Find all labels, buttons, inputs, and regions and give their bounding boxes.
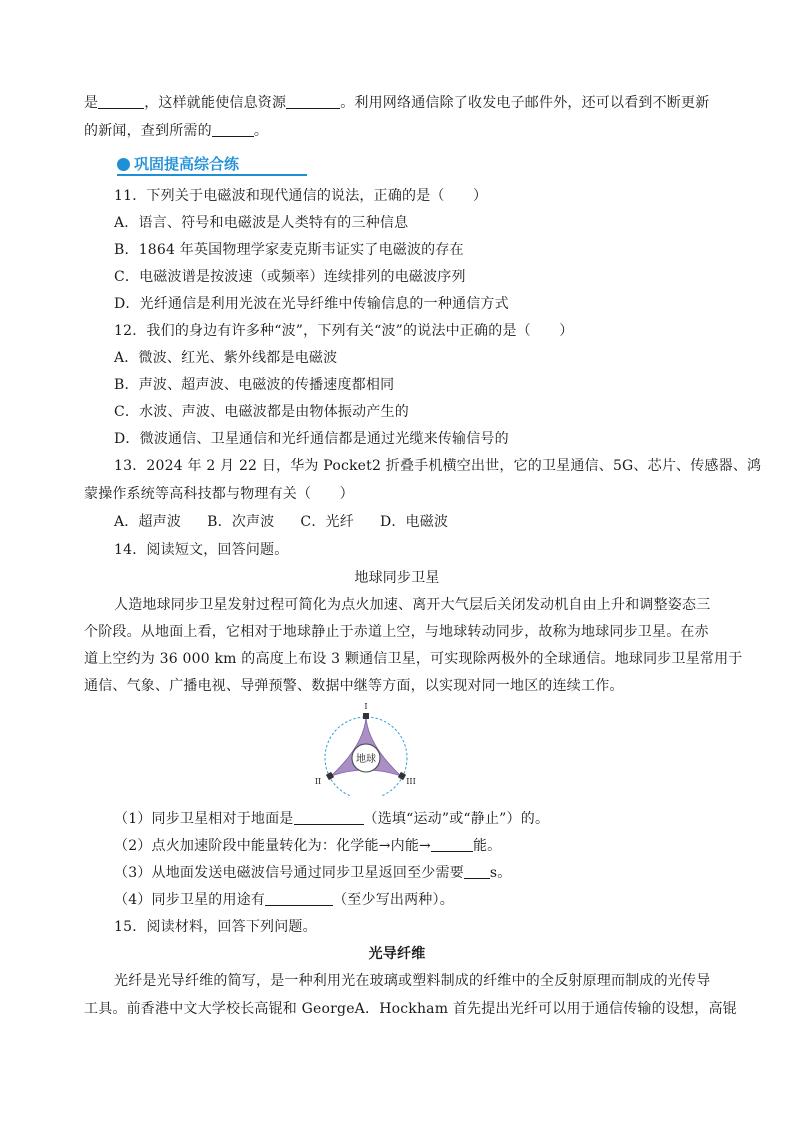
intro-text: 。 [253, 123, 269, 139]
intro-text: 的新闻，查到所需的 [84, 123, 212, 139]
answer-blank [464, 864, 490, 879]
question-14-stem: 14．阅读短文，回答问题。 [114, 542, 289, 558]
passage-line-2: 个阶段。从地面上看，它相对于地球静止于赤道上空，与地球转动同步，故称为地球同步卫星。在赤 [84, 624, 709, 640]
sub-question-text: （1）同步卫星相对于地面是 [114, 811, 294, 827]
intro-text: 。利用网络通信除了收发电子邮件外，还可以看到不断更新 [340, 95, 710, 111]
sub-question-text: （至少写出两种）。 [333, 892, 454, 908]
sub-question-2 [114, 836, 501, 856]
sub-question-text: s。 [489, 865, 512, 881]
question-13-stem-line-1: 13．2024 年 2 月 22 日，华为 Pocket2 折叠手机横空出世，它的卫星通信、5G、芯片、传感器、鸿 [114, 458, 762, 474]
intro-line-2 [84, 121, 268, 141]
sub-question-4 [114, 890, 454, 910]
question-12-option-a: A．微波、红光、紫外线都是电磁波 [114, 350, 338, 366]
question-12-option-d: D．微波通信、卫星通信和光纤通信都是通过光缆来传输信号的 [114, 431, 509, 447]
question-13-option-d: D．电磁波 [379, 514, 449, 530]
question-13-option-a: A．超声波 [114, 514, 182, 530]
satellite-2-icon [326, 772, 334, 780]
question-11-option-b: B．1864 年英国物理学家麦克斯韦证实了电磁波的存在 [114, 242, 464, 258]
question-11-stem: 11．下列关于电磁波和现代通信的说法，正确的是（ ） [114, 188, 488, 204]
satellite-2-label: II [314, 777, 322, 786]
question-11-option-d: D．光纤通信是利用光波在光导纤维中传输信息的一种通信方式 [114, 296, 509, 312]
question-12-option-c: C．水波、声波、电磁波都是由物体振动产生的 [114, 404, 409, 420]
satellite-1-icon [363, 713, 369, 719]
question-15-stem: 15．阅读材料，回答下列问题。 [114, 919, 317, 935]
bullet-dot-icon [117, 158, 130, 171]
satellite-3-label: III [406, 777, 416, 786]
question-13-stem-line-2: 蒙操作系统等高科技都与物理有关（ ） [84, 486, 354, 502]
answer-blank [431, 837, 473, 852]
passage-line-4: 通信、气象、广播电视、导弹预警、数据中继等方面，以实现对同一地区的连续工作。 [84, 678, 624, 694]
sub-question-text: （4）同步卫星的用途有 [114, 892, 266, 908]
question-11-option-a: A．语言、符号和电磁波是人类特有的三种信息 [114, 215, 409, 231]
question-13-option-b: B．次声波 [207, 514, 275, 530]
satellite-3-icon [398, 772, 406, 780]
answer-blank [294, 810, 364, 825]
section-underline [117, 174, 307, 176]
sub-question-text: （3）从地面发送电磁波信号通过同步卫星返回至少需要 [114, 865, 464, 881]
passage-2-title: 光导纤维 [368, 946, 426, 962]
answer-blank [98, 94, 144, 109]
sub-question-3 [114, 863, 512, 883]
answer-blank [265, 891, 333, 906]
section-heading [117, 153, 239, 175]
answer-blank [212, 122, 254, 137]
passage-title: 地球同步卫星 [354, 570, 440, 586]
sub-question-text: （选填“运动”或“静止”）的。 [363, 811, 550, 827]
satellite-orbit-diagram [310, 700, 416, 796]
question-12-option-b: B．声波、超声波、电磁波的传播速度都相同 [114, 377, 395, 393]
satellite-1-label: I [364, 702, 368, 711]
sub-question-text: 能。 [472, 838, 502, 854]
passage-line-3: 道上空约为 36 000 km 的高度上布设 3 颗通信卫星，可实现除两极外的全球通信。地球同步卫星常用于 [84, 651, 743, 667]
passage-2-line-1: 光纤是光导纤维的简写，是一种利用光在玻璃或塑料制成的纤维中的全反射原理而制成的光传导 [114, 973, 711, 989]
answer-blank [286, 94, 340, 109]
question-13-option-c: C．光纤 [300, 514, 354, 530]
earth-label: 地球 [356, 754, 376, 765]
question-13-options [114, 512, 448, 532]
passage-2-line-2: 工具。前香港中文大学校长高锟和 GeorgeA．Hockham 首先提出光纤可以用于通信传输的设想，高锟 [84, 1001, 737, 1017]
sub-question-text: （2）点火加速阶段中能量转化为：化学能→内能→ [114, 838, 431, 854]
intro-line-1 [84, 93, 709, 113]
intro-text: 是 [84, 95, 99, 111]
passage-line-1: 人造地球同步卫星发射过程可简化为点火加速、离开大气层后关闭发动机自由上升和调整姿态三 [114, 597, 711, 613]
section-heading-text: 巩固提高综合练 [134, 155, 240, 173]
intro-text: ，这样就能使信息资源 [144, 95, 287, 111]
sub-question-1 [114, 809, 549, 829]
question-11-option-c: C．电磁波谱是按波速（或频率）连续排列的电磁波序列 [114, 269, 466, 285]
question-12-stem: 12．我们的身边有许多种“波”，下列有关“波”的说法中正确的是（ ） [114, 323, 574, 339]
